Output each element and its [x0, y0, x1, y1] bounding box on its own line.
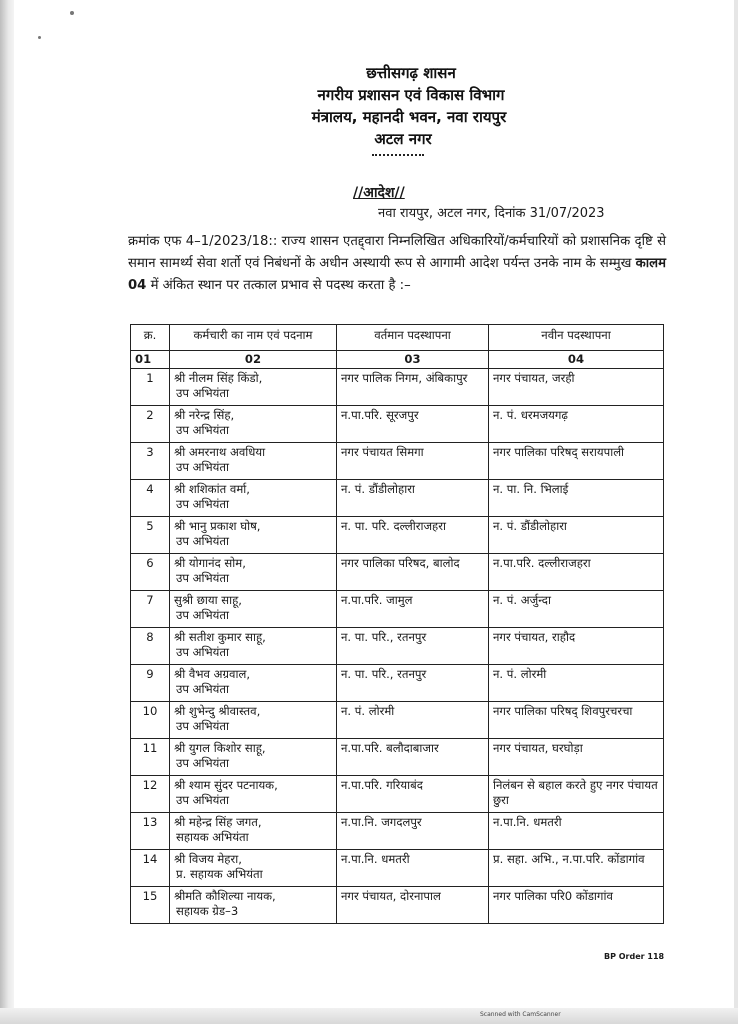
employee-designation: उप अभियंता	[176, 534, 229, 548]
table-row	[131, 702, 664, 739]
order-body-bold: कालम 04	[128, 256, 666, 293]
table-row	[131, 554, 664, 591]
employee-name: श्री श्याम सुंदर पटनायक,	[174, 778, 278, 792]
column-header-current-posting: वर्तमान पदस्थापना	[337, 325, 489, 351]
new-posting: न.पा.नि. धमतरी	[489, 813, 664, 850]
employee-cell	[170, 591, 337, 628]
table-row	[131, 887, 664, 924]
employee-cell	[170, 554, 337, 591]
new-posting: नगर पंचायत, राहौद	[489, 628, 664, 665]
table-row	[131, 813, 664, 850]
current-posting: न.पा.परि. सूरजपुर	[337, 406, 489, 443]
current-posting: न.पा.नि. जगदलपुर	[337, 813, 489, 850]
employee-name: श्री अमरनाथ अवधिया	[174, 445, 266, 459]
employee-name: श्रीमति कौशिल्या नायक,	[174, 889, 276, 903]
employee-name: श्री शशिकांत वर्मा,	[174, 482, 250, 496]
employee-name: श्री नीलम सिंह किंडो,	[174, 371, 263, 385]
employee-name: श्री सतीश कुमार साहू,	[174, 630, 266, 644]
serial-number: 15	[131, 887, 170, 924]
serial-number: 12	[131, 776, 170, 813]
serial-number: 10	[131, 702, 170, 739]
employee-designation: उप अभियंता	[176, 682, 229, 696]
employee-cell	[170, 850, 337, 887]
employee-name: श्री महेन्द्र सिंह जगत,	[174, 815, 262, 829]
new-posting: न.पा.परि. दल्लीराजहरा	[489, 554, 664, 591]
table-row	[131, 480, 664, 517]
table-row	[131, 591, 664, 628]
table-row	[131, 628, 664, 665]
footer-order-code: BP Order 118	[604, 952, 665, 961]
employee-name: श्री शुभेन्दु श्रीवास्तव,	[174, 704, 261, 718]
employee-name: श्री वैभव अग्रवाल,	[174, 667, 251, 681]
new-posting: न. पं. धरमजयगढ़	[489, 406, 664, 443]
new-posting: नगर पालिका परिषद् सरायपाली	[489, 443, 664, 480]
current-posting: नगर पंचायत सिमगा	[337, 443, 489, 480]
employee-cell	[170, 443, 337, 480]
new-posting: नगर पालिका परिषद् शिवपुरचरचा	[489, 702, 664, 739]
page-right-edge	[734, 0, 738, 1024]
employee-designation: उप अभियंता	[176, 497, 229, 511]
current-posting: नगर पालिका परिषद, बालोद	[337, 554, 489, 591]
new-posting: नगर पंचायत, घरघोड़ा	[489, 739, 664, 776]
new-posting: न. पं. लोरमी	[489, 665, 664, 702]
column-header-serial: क्र.	[131, 325, 170, 351]
column-number-row	[131, 351, 664, 369]
scanner-watermark: Scanned with CamScanner	[480, 1011, 561, 1018]
current-posting: नगर पालिक निगम, अंबिकापुर	[337, 369, 489, 406]
current-posting: न.पा.परि. गरियाबंद	[337, 776, 489, 813]
serial-number: 7	[131, 591, 170, 628]
employee-designation: उप अभियंता	[176, 645, 229, 659]
header-divider	[372, 154, 424, 156]
serial-number: 14	[131, 850, 170, 887]
employee-designation: उप अभियंता	[176, 571, 229, 585]
current-posting: न. पा. परि., रतनपुर	[337, 665, 489, 702]
order-title: //आदेश//	[353, 185, 405, 201]
new-posting: न. पा. नि. भिलाई	[489, 480, 664, 517]
order-body-suffix: में अंकित स्थान पर तत्काल प्रभाव से पदस्थ करता है :–	[150, 278, 411, 293]
employee-name: श्री भानु प्रकाश घोष,	[174, 519, 261, 533]
employee-cell	[170, 517, 337, 554]
header-address: मंत्रालय, महानदी भवन, नवा रायपुर	[311, 108, 507, 126]
employee-name: श्री नरेन्द्र सिंह,	[174, 408, 235, 422]
table-row	[131, 443, 664, 480]
order-body-prefix: क्रमांक एफ 4–1/2023/18:: राज्य शासन एतद्द्वारा निम्नलिखित अधिकारियों/कर्मचारियों को प्रशासनिक दृष्टि से समान सामर्थ्य सेवा शर्तो एवं निबंधनों के अधीन अस्थायी रूप से आगामी आदेश पर्यन्त उनके नाम के सम्मुख	[128, 234, 666, 271]
table-row	[131, 369, 664, 406]
table-body	[131, 369, 664, 924]
table-row	[131, 850, 664, 887]
table-row	[131, 517, 664, 554]
employee-name: श्री योगानंद सोम,	[174, 556, 246, 570]
new-posting: नगर पालिका परि0 कोंडागांव	[489, 887, 664, 924]
serial-number: 3	[131, 443, 170, 480]
employee-cell	[170, 739, 337, 776]
serial-number: 2	[131, 406, 170, 443]
table-row	[131, 406, 664, 443]
serial-number: 1	[131, 369, 170, 406]
table-row	[131, 776, 664, 813]
current-posting: नगर पंचायत, दोरनापाल	[337, 887, 489, 924]
employee-cell	[170, 813, 337, 850]
employee-designation: उप अभियंता	[176, 608, 229, 622]
employee-cell	[170, 628, 337, 665]
current-posting: न. पा. परि., रतनपुर	[337, 628, 489, 665]
column-header-name: कर्मचारी का नाम एवं पदनाम	[170, 325, 337, 351]
employee-cell	[170, 702, 337, 739]
page-bottom-edge	[0, 1008, 738, 1024]
new-posting: प्र. सहा. अभि., न.पा.परि. कोंडागांव	[489, 850, 664, 887]
header-city: अटल नगर	[374, 130, 432, 148]
employee-designation: उप अभियंता	[176, 423, 229, 437]
serial-number: 9	[131, 665, 170, 702]
current-posting: न. पा. परि. दल्लीराजहरा	[337, 517, 489, 554]
employee-designation: उप अभियंता	[176, 719, 229, 733]
new-posting: निलंबन से बहाल करते हुए नगर पंचायत छुरा	[489, 776, 664, 813]
employee-designation: उप अभियंता	[176, 793, 229, 807]
employee-cell	[170, 480, 337, 517]
current-posting: न. पं. लोरमी	[337, 702, 489, 739]
current-posting: न. पं. डौंडीलोहारा	[337, 480, 489, 517]
employee-name: श्री विजय मेहरा,	[174, 852, 242, 866]
serial-number: 6	[131, 554, 170, 591]
employee-designation: उप अभियंता	[176, 756, 229, 770]
column-header-new-posting: नवीन पदस्थापना	[489, 325, 664, 351]
current-posting: न.पा.परि. जामुल	[337, 591, 489, 628]
employee-name: सुश्री छाया साहू,	[174, 593, 242, 607]
new-posting: नगर पंचायत, जरही	[489, 369, 664, 406]
serial-number: 11	[131, 739, 170, 776]
serial-number: 4	[131, 480, 170, 517]
order-body	[128, 231, 666, 297]
employee-cell	[170, 776, 337, 813]
place-date: नवा रायपुर, अटल नगर, दिनांक 31/07/2023	[378, 206, 605, 221]
employee-designation: उप अभियंता	[176, 386, 229, 400]
serial-number: 8	[131, 628, 170, 665]
employee-name: श्री युगल किशोर साहू,	[174, 741, 266, 755]
page-left-edge	[0, 0, 14, 1024]
employee-cell	[170, 665, 337, 702]
column-number: 02	[170, 351, 337, 369]
scan-speck	[38, 36, 41, 39]
column-number: 03	[337, 351, 489, 369]
table-header-row	[131, 325, 664, 351]
scan-speck	[70, 11, 74, 15]
serial-number: 5	[131, 517, 170, 554]
table-row	[131, 665, 664, 702]
employee-designation: सहायक ग्रेड–3	[176, 904, 239, 918]
new-posting: न. पं. डौंडीलोहारा	[489, 517, 664, 554]
column-number: 04	[489, 351, 664, 369]
employee-cell	[170, 406, 337, 443]
column-number: 01	[131, 351, 170, 369]
employee-cell	[170, 369, 337, 406]
header-department: नगरीय प्रशासन एवं विकास विभाग	[317, 86, 505, 104]
current-posting: न.पा.नि. धमतरी	[337, 850, 489, 887]
serial-number: 13	[131, 813, 170, 850]
employee-designation: प्र. सहायक अभियंता	[176, 867, 263, 881]
employee-designation: सहायक अभियंता	[176, 830, 249, 844]
transfer-table	[130, 324, 664, 924]
employee-cell	[170, 887, 337, 924]
new-posting: न. पं. अर्जुन्दा	[489, 591, 664, 628]
table-row	[131, 739, 664, 776]
header-government: छत्तीसगढ़ शासन	[366, 64, 456, 82]
current-posting: न.पा.परि. बलौदाबाजार	[337, 739, 489, 776]
employee-designation: उप अभियंता	[176, 460, 229, 474]
